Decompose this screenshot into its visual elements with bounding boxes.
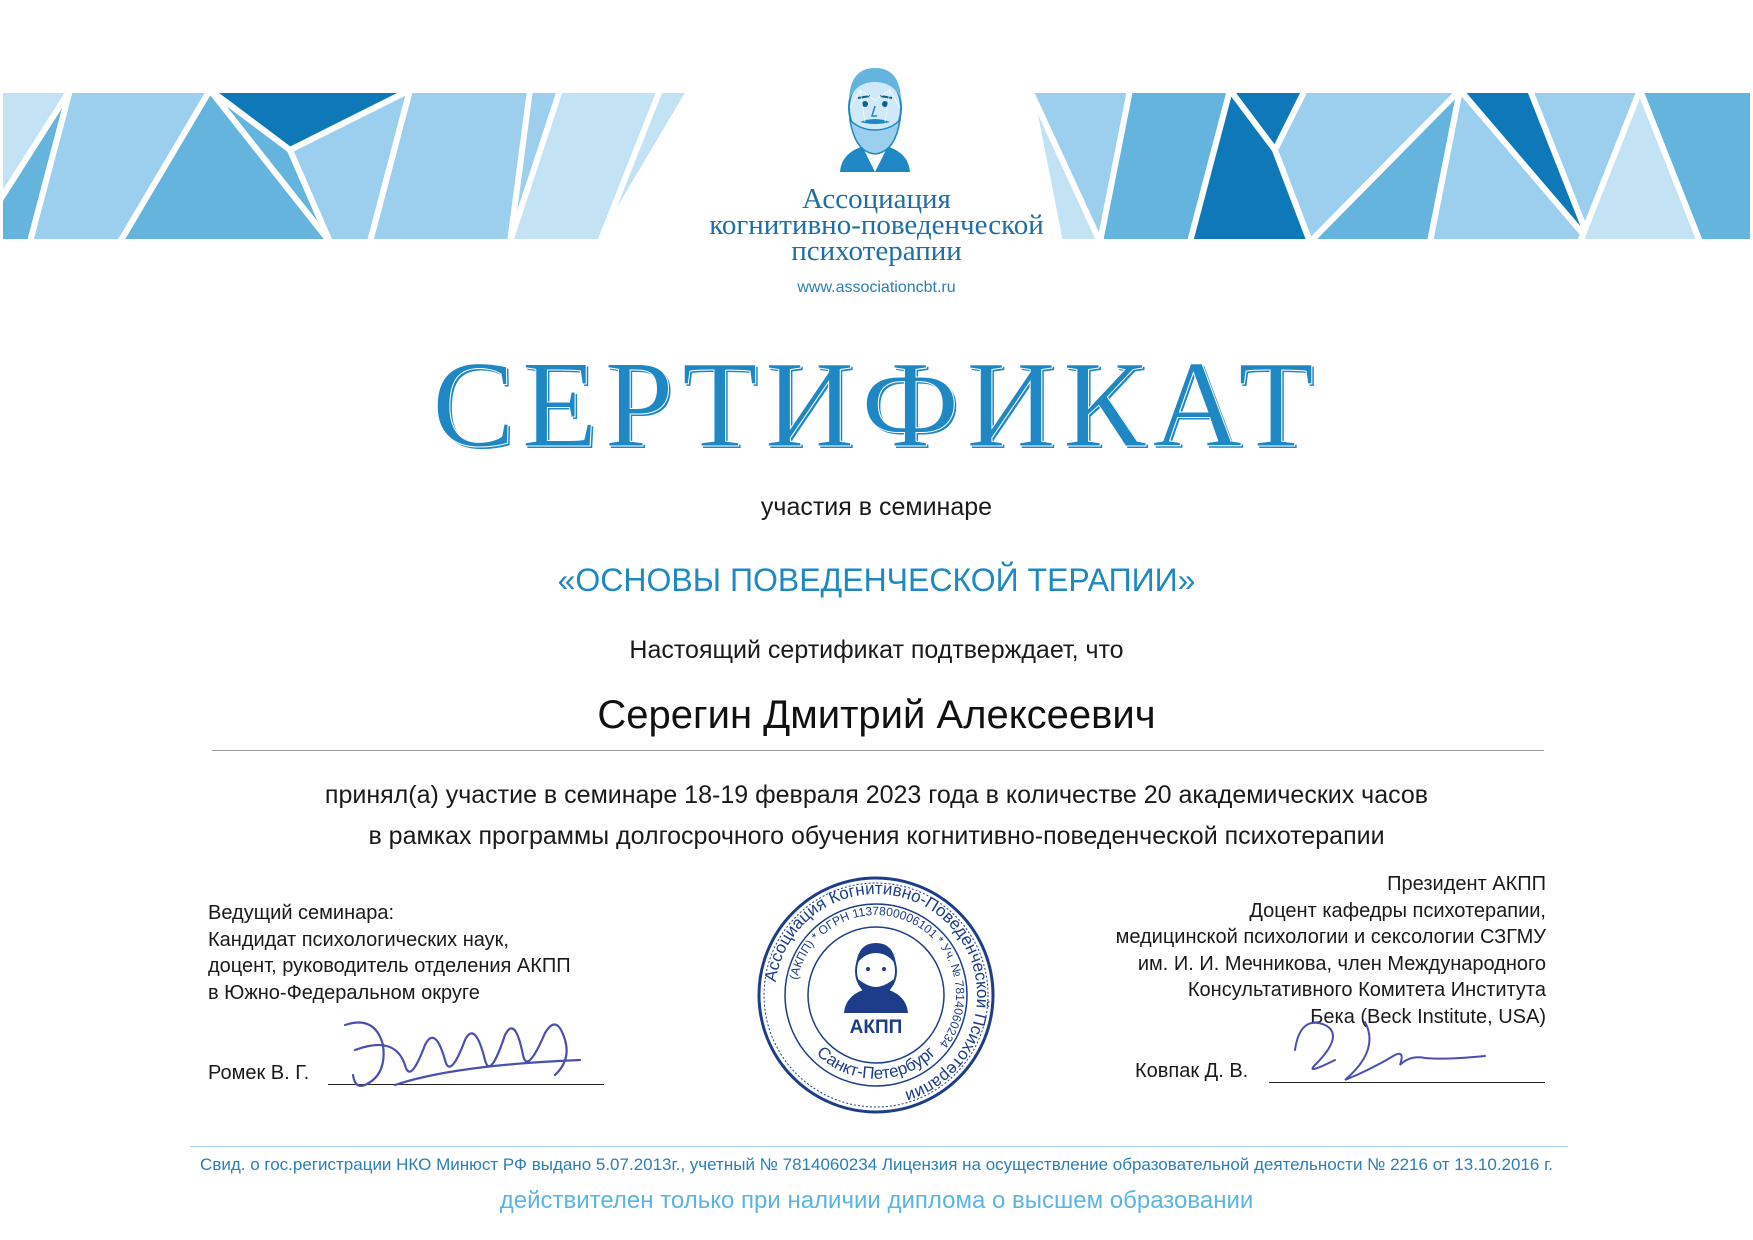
organization-website-link[interactable]: www.associationcbt.ru [797,279,956,296]
left-credential-line: Кандидат психологических наук, [208,928,509,951]
seal-city-text: Санкт-Петербург [813,1042,939,1083]
left-signature-icon [335,1005,595,1105]
participant-name: Серегин Дмитрий Алексеевич [597,693,1156,737]
right-signatory-name: Ковпак Д. В. [1135,1060,1249,1082]
legal-registration-text: Свид. о гос.регистрации НКО Минюст РФ выдано 5.07.2013г., учетный № 7814060234 Лицензия на осуществление образовательной деятельности № 2216 от 13.10.2016 г. [200,1155,1553,1174]
organization-name-line-1: Ассоциация [802,183,951,215]
left-credential-line: доцент, руководитель отделения АКПП [208,955,571,977]
seminar-title: «ОСНОВЫ ПОВЕДЕНЧЕСКОЙ ТЕРАПИИ» [557,562,1196,598]
organization-name-line-2: когнитивно-поведенческой [709,209,1044,241]
certificate-subtitle: участия в семинаре [760,493,993,521]
right-signature-icon [1285,1010,1505,1090]
seal-inner-text: (АКПП) * ОГРН 1137800006101 * Уч. № 7814060234 [786,903,968,1051]
seal-outer-text: Ассоциация Когнитивно-Поведенческой Психотерапии [760,878,993,1107]
validity-note: действителен только при наличии диплома о высшем образовании [499,1187,1254,1214]
right-credential-line: медицинской психологии и сексологии СЗГМУ [1115,926,1546,948]
right-credential-line: Бека (Beck Institute, USA) [1310,1005,1546,1028]
left-signatory-credentials [208,900,571,1006]
left-credential-line: Ведущий семинара: [208,902,395,924]
confirmation-text: Настоящий сертификат подтверждает, что [629,636,1124,664]
right-credential-line: им. И. И. Мечникова, член Международного [1137,952,1546,975]
right-credential-line: Консультативного Комитета Института [1187,979,1546,1001]
seal-abbreviation: АКПП [849,1017,903,1038]
organization-logo-icon [820,60,930,175]
right-signatory-credentials [1116,871,1546,1030]
participation-details-line-1: принял(а) участие в семинаре 18-19 февраля 2023 года в количестве 20 академических часов [324,781,1429,809]
official-seal-stamp [754,873,998,1117]
left-signatory-name: Ромек В. Г. [208,1062,310,1084]
name-underline [212,750,1544,751]
footer-divider [190,1146,1568,1147]
right-credential-line: Доцент кафедры психотерапии, [1249,899,1546,922]
participation-details-line-2: в рамках программы долгосрочного обучения когнитивно-поведенческой психотерапии [368,822,1385,850]
right-credential-line: Президент АКПП [1387,873,1546,895]
organization-name-line-3: психотерапии [791,235,962,267]
seal-portrait-icon [844,943,908,1013]
certificate-title: СЕРТИФИКАТ [432,336,1321,473]
left-credential-line: в Южно-Федеральном округе [208,981,480,1004]
